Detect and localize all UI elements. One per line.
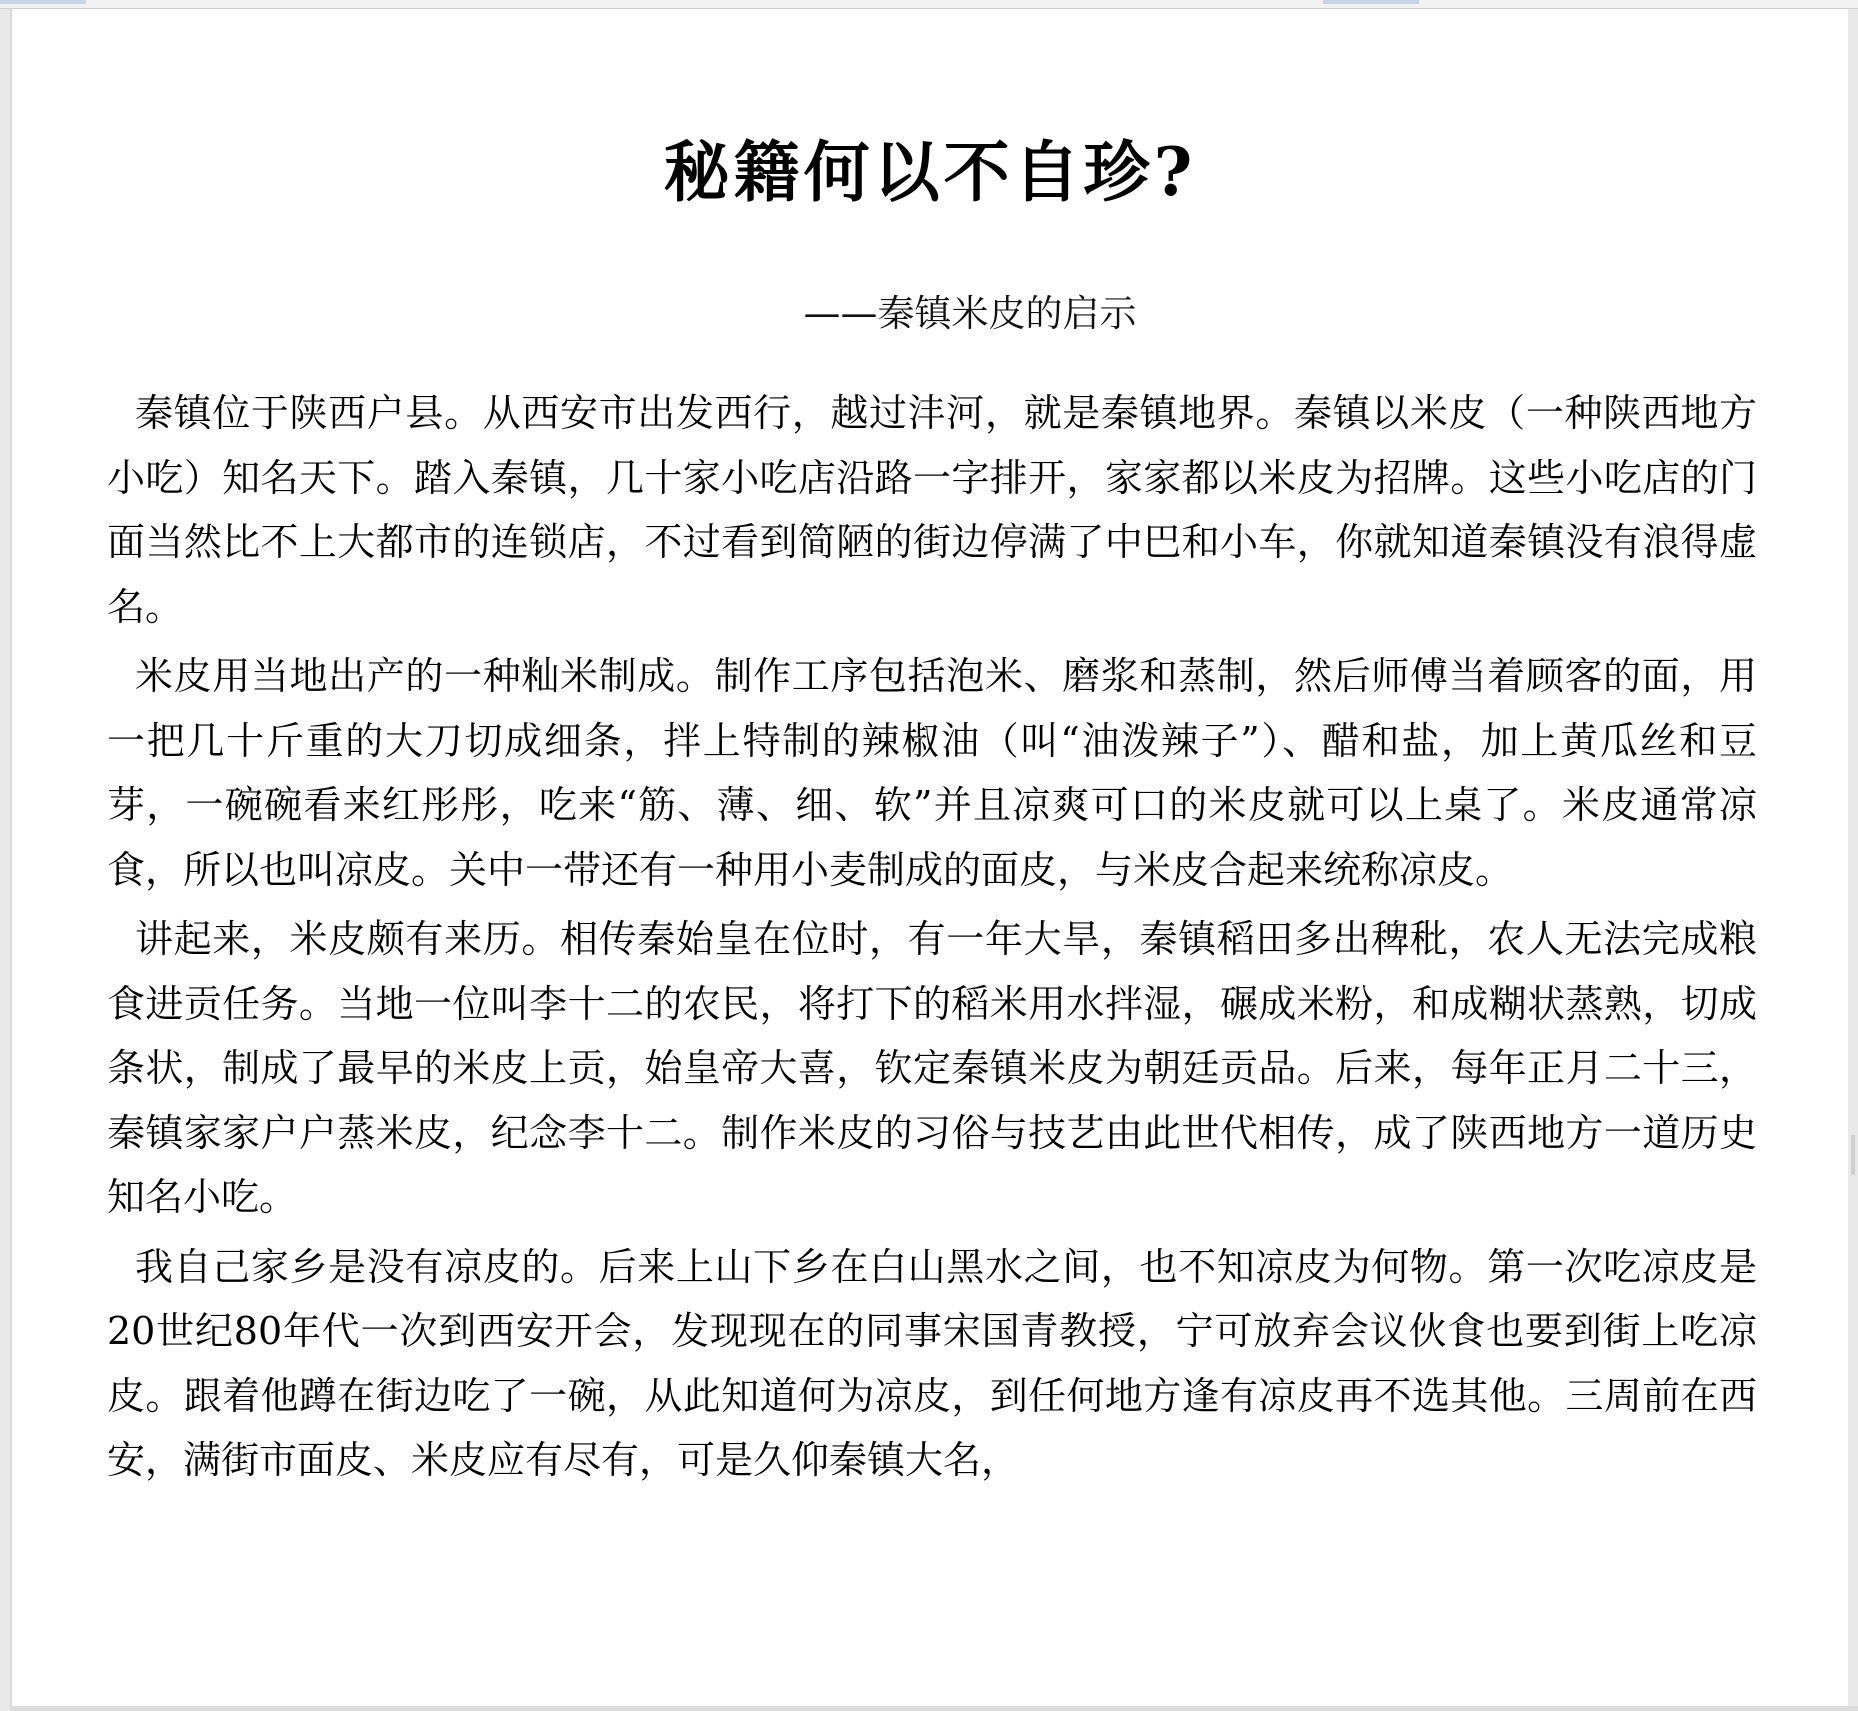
document-body xyxy=(107,381,1757,1498)
top-toolbar-strip xyxy=(0,0,1858,9)
toolbar-tab-indicator[interactable] xyxy=(0,0,86,4)
document-title: 秘籍何以不自珍? xyxy=(663,133,1197,211)
toolbar-tab-indicator[interactable] xyxy=(1323,0,1419,4)
scrollbar-thumb[interactable] xyxy=(1851,1135,1855,1175)
document-subtitle: ——秦镇米皮的启示 xyxy=(803,292,1137,335)
body-paragraph: 我自己家乡是没有凉皮的。后来上山下乡在白山黑水之间，也不知凉皮为何物。第一次吃凉皮是20世纪80年代一次到西安开会，发现现在的同事宋国青教授，宁可放弃会议伙食也要到街上吃凉皮。跟着他蹲在街边吃了一碗，从此知道何为凉皮，到任何地方逢有凉皮再不选其他。三周前在西安，满街市面皮、米皮应有尽有，可是久仰秦镇大名， xyxy=(107,1244,1757,1482)
page-shadow-bottom xyxy=(10,1706,1858,1711)
body-paragraph: 米皮用当地出产的一种籼米制成。制作工序包括泡米、磨浆和蒸制，然后师傅当着顾客的面，用一把几十斤重的大刀切成细条，拌上特制的辣椒油（叫“油泼辣子”）、醋和盐，加上黄瓜丝和豆芽，一碗碗看来红彤彤，吃来“筋、薄、细、软”并且凉爽可口的米皮就可以上桌了。米皮通常凉食，所以也叫凉皮。关中一带还有一种用小麦制成的面皮，与米皮合起来统称凉皮。 xyxy=(107,654,1757,892)
body-paragraph: 讲起来，米皮颇有来历。相传秦始皇在位时，有一年大旱，秦镇稻田多出稗秕，农人无法完成粮食进贡任务。当地一位叫李十二的农民，将打下的稻米用水拌湿，碾成米粉，和成糊状蒸熟，切成条状，制成了最早的米皮上贡，始皇帝大喜，钦定秦镇米皮为朝廷贡品。后来，每年正月二十三，秦镇家家户户蒸米皮，纪念李十二。制作米皮的习俗与技艺由此世代相传，成了陕西地方一道历史知名小吃。 xyxy=(107,917,1757,1219)
document-page xyxy=(12,9,1848,1706)
body-paragraph: 秦镇位于陕西户县。从西安市出发西行，越过沣河，就是秦镇地界。秦镇以米皮（一种陕西地方小吃）知名天下。踏入秦镇，几十家小吃店沿路一字排开，家家都以米皮为招牌。这些小吃店的门面当然比不上大都市的连锁店，不过看到简陋的街边停满了中巴和小车，你就知道秦镇没有浪得虚名。 xyxy=(107,391,1757,629)
